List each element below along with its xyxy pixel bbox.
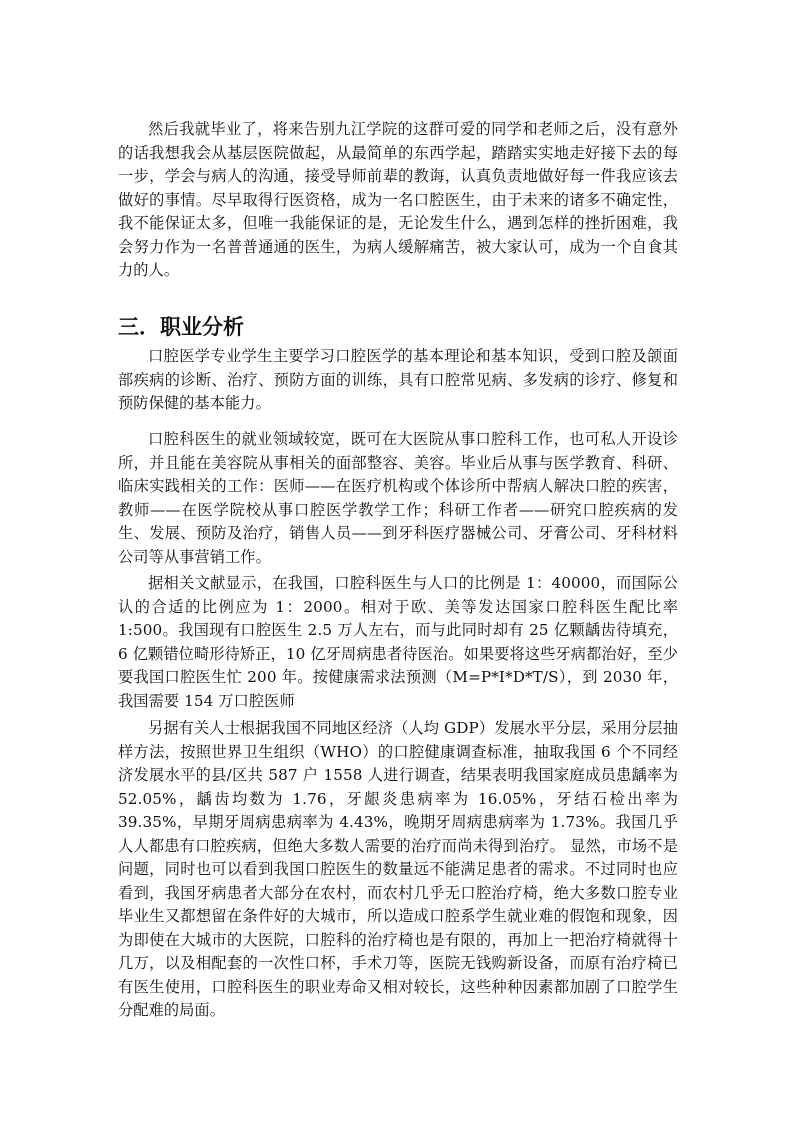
paragraph-major-overview: 口腔医学专业学生主要学习口腔医学的基本理论和基本知识，受到口腔及颌面部疾病的诊断、治疗、预防方面的训练，具有口腔常见病、多发病的诊疗、修复和预防保健的基本能力。 [118,347,678,412]
paragraph-oral-health-survey: 另据有关人士根据我国不同地区经济（人均 GDP）发展水平分层，采用分层抽样方法，按照世界卫生组织（WHO）的口腔健康调查标准，抽取我国 6 个不同经济发展水平的县/区共 587 户 1558 人进行调查，结果表明我国家庭成员患龋率为 52.05%，龋齿均数为 1.76，牙龈炎患病率为 16.05%，牙结石检出率为 39.35%，早期牙周病患病率为 4.43%，晚期牙周病患病率为 1.73%。我国几乎人人都患有口腔疾病，但绝大多数人需要的治疗而尚未得到治疗。 显然，市场不是问题，同时也可以看到我国口腔医生的数量远不能满足患者的需求。不过同时也应看到，我国牙病患者大部分在农村，而农村几乎无口腔治疗椅，绝大多数口腔专业毕业生又都想留在条件好的大城市，所以造成口腔系学生就业难的假饱和现象，因为即使在大城市的大医院，口腔科的治疗椅也是有限的，再加上一把治疗椅就得十几万，以及相配套的一次性口杯，手术刀等，医院无钱购新设备，而原有治疗椅已有医生使用，口腔科医生的职业寿命又相对较长，这些种种因素都加剧了口腔学生分配难的局面。 [118,719,678,1019]
paragraph-dentist-ratio-statistics: 据相关文献显示，在我国，口腔科医生与人口的比例是 1：40000，而国际公认的合适的比例应为 1：2000。相对于欧、美等发达国家口腔科医生配比率 1:500。我国现有口腔医生 2.5 万人左右，而与此同时却有 25 亿颗龋齿待填充，6 亿颗错位畸形待矫正，10 亿牙周病患者待医治。如果要将这些牙病都治好，至少要我国口腔医生忙 200 年。按健康需求法预测（M=P*I*D*T/S），到 2030 年，我国需要 154 万口腔医师 [118,574,678,710]
paragraph-employment-fields: 口腔科医生的就业领域较宽，既可在大医院从事口腔科工作，也可私人开设诊所，并且能在美容院从事相关的面部整容、美容。毕业后从事与医学教育、科研、临床实践相关的工作：医师——在医疗机构或个体诊所中帮病人解决口腔的疾害，教师——在医学院校从事口腔医学教学工作；科研工作者——研究口腔疾病的发生、发展、预防及治疗，销售人员——到牙科医疗器械公司、牙膏公司、牙科材料公司等从事营销工作。 [118,430,678,566]
paragraph-graduation-plan: 然后我就毕业了，将来告别九江学院的这群可爱的同学和老师之后，没有意外的话我想我会从基层医院做起，从最简单的东西学起，踏踏实实地走好接下去的每一步，学会与病人的沟通，接受导师前辈的教诲，认真负责地做好每一件我应该去做好的事情。尽早取得行医资格，成为一名口腔医生，由于未来的诸多不确定性，我不能保证太多，但唯一我能保证的是，无论发生什么，遇到怎样的挫折困难，我会努力作为一名普普通通的医生，为病人缓解痛苦，被大家认可，成为一个自食其力的人。 [118,120,678,279]
section-heading-career-analysis: 三．职业分析 [118,315,244,339]
